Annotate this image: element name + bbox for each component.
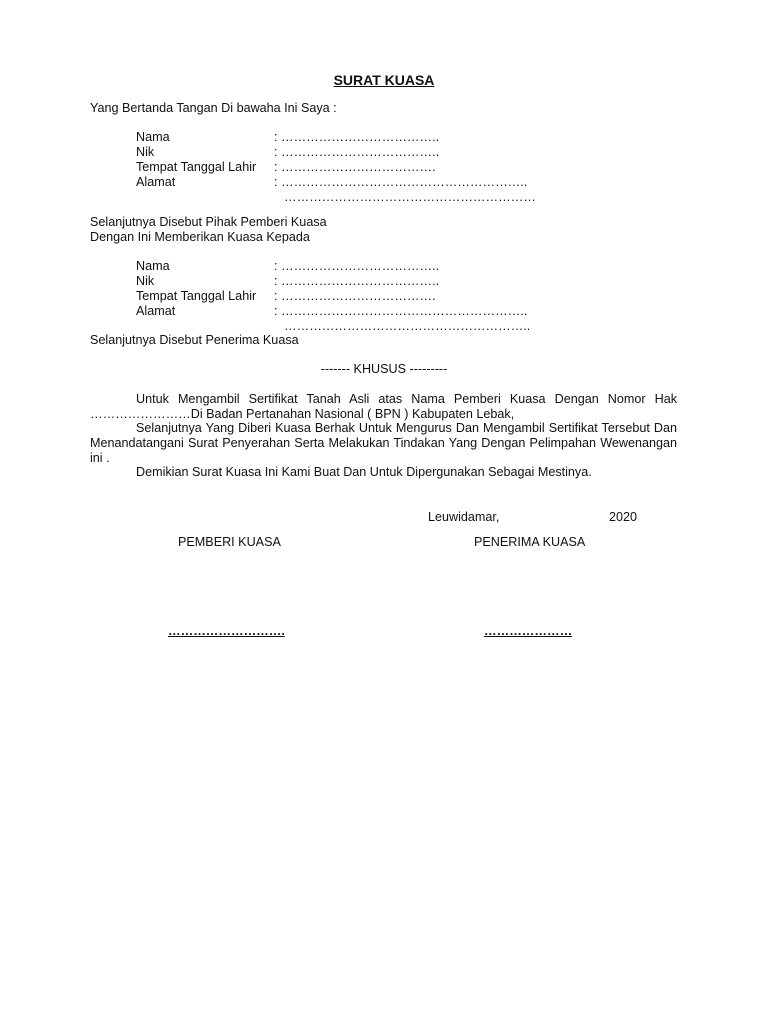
receiver-signature-line: …………………	[484, 624, 573, 638]
receiver-birth-value: : ……………………………….	[274, 289, 436, 303]
receiver-name-label: Nama	[136, 259, 170, 273]
receiver-address-continuation: …………………………………………………..	[284, 319, 531, 333]
receiver-nik-value: : ………………………………..	[274, 274, 440, 288]
receiver-address-value: : …………………………………………………..	[274, 304, 528, 318]
body-paragraph-1: Untuk Mengambil Sertifikat Tanah Asli atas Nama Pemberi Kuasa Dengan Nomor Hak ……………………Di Badan Pertanahan Nasional ( BPN ) Kabupaten Lebak,	[90, 392, 677, 421]
giver-address-continuation: ……………………………………………………	[284, 190, 536, 204]
giver-signature-line: ……………………….	[168, 624, 285, 638]
receiver-address-label: Alamat	[136, 304, 176, 318]
giver-birth-value: : ……………………………….	[274, 160, 436, 174]
body-paragraph-2: Selanjutnya Yang Diberi Kuasa Berhak Untuk Mengurus Dan Mengambil Sertifikat Tersebut Dan Menandatangani Surat Penyerahan Serta Melakukan Tindakan Yang Dengan Pelimpahan Wewenangan ini .	[90, 421, 677, 465]
khusus-heading: ------- KHUSUS ---------	[320, 362, 448, 376]
receiver-birth-label: Tempat Tanggal Lahir	[136, 289, 257, 303]
giver-statement-2: Dengan Ini Memberikan Kuasa Kepada	[90, 230, 310, 244]
giver-address-label: Alamat	[136, 175, 176, 189]
signing-place: Leuwidamar,	[428, 510, 500, 524]
giver-birth-label: Tempat Tanggal Lahir	[136, 160, 257, 174]
giver-signature-label: PEMBERI KUASA	[178, 535, 281, 549]
signing-year: 2020	[609, 510, 638, 524]
intro-text: Yang Bertanda Tangan Di bawaha Ini Saya :	[90, 101, 337, 115]
receiver-statement: Selanjutnya Disebut Penerima Kuasa	[90, 333, 299, 347]
giver-nik-value: : ………………………………..	[274, 145, 440, 159]
giver-name-label: Nama	[136, 130, 170, 144]
document-title: SURAT KUASA	[333, 72, 435, 88]
body-paragraph-3: Demikian Surat Kuasa Ini Kami Buat Dan Untuk Dipergunakan Sebagai Mestinya.	[136, 465, 592, 479]
giver-name-value: : ………………………………..	[274, 130, 440, 144]
receiver-nik-label: Nik	[136, 274, 155, 288]
giver-nik-label: Nik	[136, 145, 155, 159]
giver-statement-1: Selanjutnya Disebut Pihak Pemberi Kuasa	[90, 215, 327, 229]
giver-address-value: : …………………………………………………..	[274, 175, 528, 189]
receiver-signature-label: PENERIMA KUASA	[474, 535, 586, 549]
receiver-name-value: : ………………………………..	[274, 259, 440, 273]
